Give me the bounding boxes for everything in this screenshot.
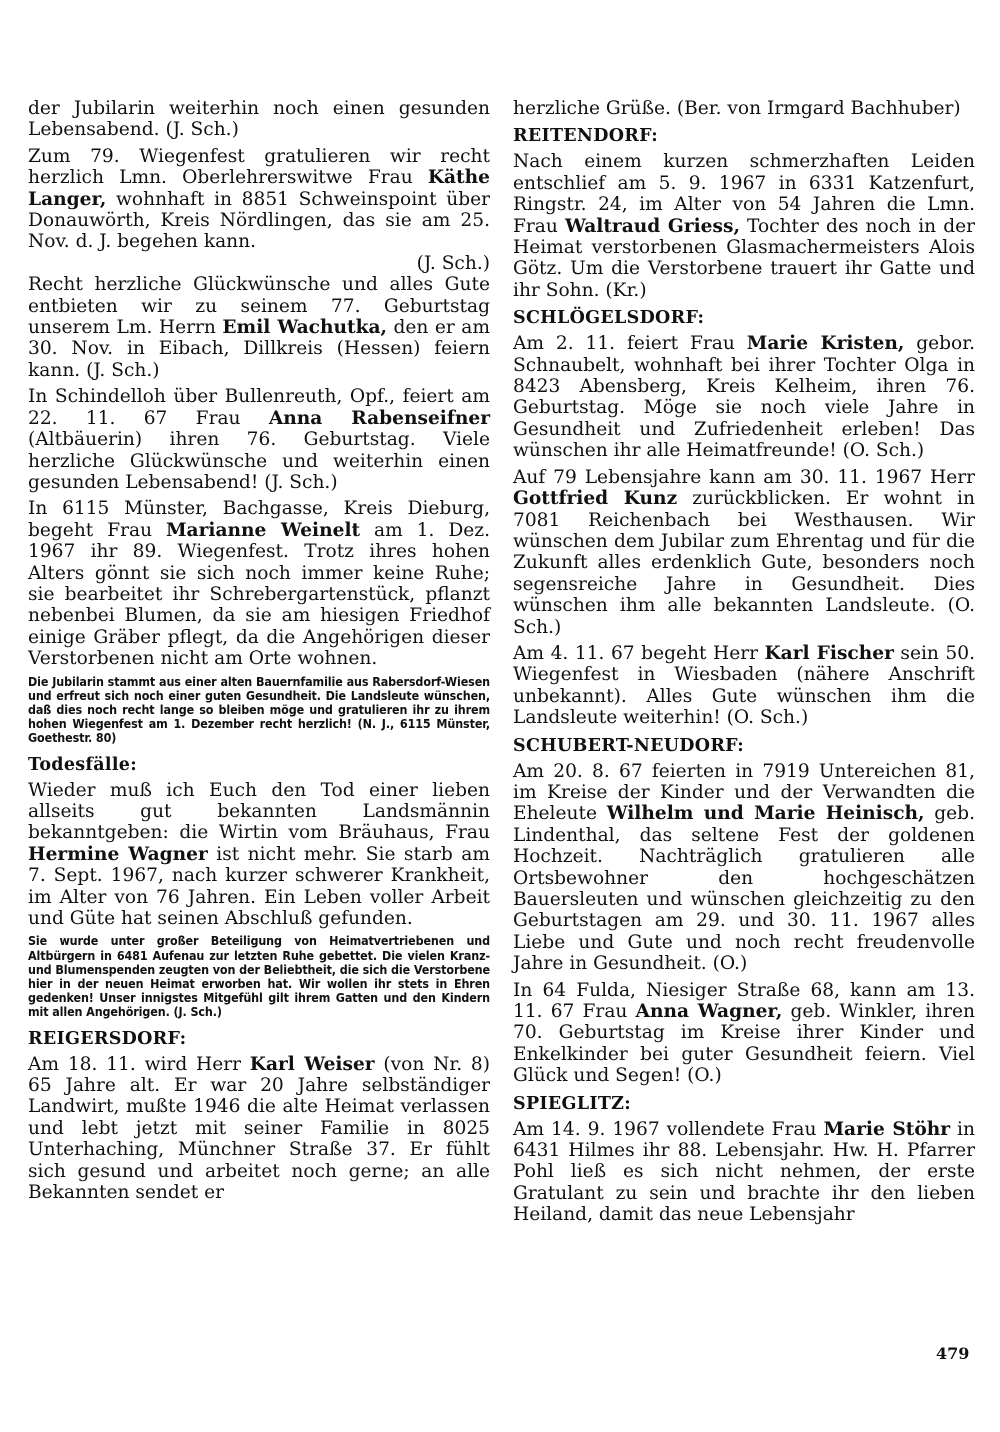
paragraph: der Jubilarin weiterhin noch einen gesunden Lebensabend. (J. Sch.) [28, 98, 490, 141]
paragraph: In 64 Fulda, Niesiger Straße 68, kann am 13. 11. 67 Frau Anna Wagner, geb. Winkler, ihren 70. Geburtstag im Kreise ihrer Kinder und Enkelkinder bei guter Gesundheit feiern. Viel Glück und Segen! (O.) [513, 979, 976, 1087]
person-name: Anna Rabenseifner [268, 407, 490, 429]
person-name: Marie Kristen, [746, 333, 905, 355]
person-name: Emil Wachutka, [222, 317, 388, 339]
person-name: Marie Stöhr [823, 1118, 951, 1140]
left-column [28, 98, 490, 1208]
section-heading-spieglitz: SPIEGLITZ: [513, 1093, 632, 1114]
paragraph: Auf 79 Lebensjahre kann am 30. 11. 1967 Herr Gottfried Kunz zurückblicken. Er wohnt in 7081 Reichenbach bei Westhausen. Wir wünschen dem Jubilar zum Ehrentag und für die Zukunft alles erdenklich Gute, besonders noch segensreiche Jahre in Gesundheit. Dies wünschen ihm alle bekannten Landsleute. (O. Sch.) [513, 466, 975, 638]
paragraph: herzliche Grüße. (Ber. von Irmgard Bachhuber) [513, 98, 961, 119]
small-print-paragraph: Die Jubilarin stammt aus einer alten Bauernfamilie aus Rabersdorf-Wiesen und erfreut sich noch einer guten Gesundheit. Die Landsleute wünschen, daß dies noch recht lange so bleiben möge und gratulieren ihr zu ihrem hohen Wiegenfest am 1. Dezember recht herzlich! (N. J., 6115 Münster, Goethestr. 80) [28, 673, 490, 746]
paragraph: In 6115 Münster, Bachgasse, Kreis Dieburg, begeht Frau Marianne Weinelt am 1. Dez. 1967 ihr 89. Wiegenfest. Trotz ihres hohen Alters gönnt sie sich noch immer keine Ruhe; sie bearbeitet ihr Schrebergartenstück, pflanzt nebenbei Blumen, da sie am hiesigen Friedhof einige Gräber pflegt, da die Angehörigen dieser Verstorbenen nicht am Orte wohnen. [28, 498, 490, 670]
person-name: Anna Wagner, [635, 1001, 783, 1023]
person-name: Wilhelm und Marie Heinisch, [606, 803, 925, 825]
right-column [513, 98, 975, 1231]
paragraph: Am 20. 8. 67 feierten in 7919 Untereichen 81, im Kreise der Kinder und der Verwandten die Eheleute Wilhelm und Marie Heinisch, geb. Lindenthal, das seltene Fest der goldenen Hochzeit. Nachträglich gratulieren alle Ortsbewohner den hochgeschätzen Bauersleuten und wünschen gleichzeitig zu den Geburtstagen am 29. und 30. 11. 1967 alles Liebe und Gute und noch recht freudenvolle Jahre in Gesundheit. (O.) [513, 760, 975, 975]
paragraph: Am 2. 11. feiert Frau Marie Kristen, gebor. Schnaubelt, wohnhaft bei ihrer Tochter Olga in 8423 Abensberg, Kreis Kelheim, ihren 76. Geburtstag. Möge sie noch viele Jahre in Gesundheit und Zufriedenheit erleben! Das wünschen ihr alle Heimatfreunde! (O. Sch.) [513, 333, 976, 462]
page-number: 479 [936, 1344, 970, 1363]
person-name: Karl Fischer [764, 642, 894, 664]
paragraph: Recht herzliche Glückwünsche und alles Gute entbieten wir zu seinem 77. Geburtstag unserem Lm. Herrn Emil Wachutka, den er am 30. Nov. in Eibach, Dillkreis (Hessen) feiern kann. (J. Sch.) [28, 274, 490, 381]
paragraph: Wieder muß ich Euch den Tod einer lieben allseits gut bekannten Landsmännin bekanntgeben: die Wirtin vom Bräuhaus, Frau Hermine Wagner ist nicht mehr. Sie starb am 7. Sept. 1967, nach kurzer schwerer Krankheit, im Alter von 76 Jahren. Ein Leben voller Arbeit und Güte hat seinen Abschluß gefunden. [28, 779, 490, 930]
person-name: Hermine Wagner [28, 843, 208, 865]
paragraph: Zum 79. Wiegenfest gratulieren wir recht herzlich Lmn. Oberlehrerswitwe Frau Käthe Langer, wohnhaft in 8851 Schweinspoint über Donauwörth, Kreis Nördlingen, das sie am 25. Nov. d. J. begehen kann. [28, 145, 490, 253]
person-name: Käthe Langer, [28, 167, 490, 210]
person-name: Waltraud Griess, [564, 215, 740, 237]
signature: (J. Sch.) [416, 252, 490, 274]
section-heading-todesfaelle: Todesfälle: [28, 754, 137, 775]
small-print-paragraph: Sie wurde unter großer Beteiligung von Heimatvertriebenen und Altbürgern in 6481 Aufenau zur letzten Ruhe gebettet. Die vielen Kranz- und Blumenspenden zeugten von der Beliebtheit, die sich die Verstorbene hier in der neuen Heimat erworben hat. Wir wollen ihr stets in Ehren gedenken! Unser innigstes Mitgefühl gilt ihrem Gatten und den Kindern mit allen Angehörigen. (J. Sch.) [28, 933, 490, 1020]
section-heading-schubert-neudorf: SCHUBERT-NEUDORF: [513, 735, 745, 756]
section-heading-reitendorf: REITENDORF: [513, 126, 658, 147]
paragraph: Nach einem kurzen schmerzhaften Leiden entschlief am 5. 9. 1967 in 6331 Katzenfurt, Ringstr. 24, im Alter von 54 Jahren die Lmn. Frau Waltraud Griess, Tochter des noch in der Heimat verstorbenen Glasmachermeisters Alois Götz. Um die Verstorbene trauert ihr Gatte und ihr Sohn. (Kr.) [513, 151, 976, 301]
person-name: Marianne Weinelt [165, 519, 361, 541]
paragraph: Am 14. 9. 1967 vollendete Frau Marie Stöhr in 6431 Hilmes ihr 88. Lebensjahr. Hw. H. Pfarrer Pohl ließ es sich nicht nehmen, der erste Gratulant zu sein und brachte ihr den lieben Heiland, damit das neue Lebensjahr [513, 1118, 975, 1226]
paragraph: Am 4. 11. 67 begeht Herr Karl Fischer sein 50. Wiegenfest in Wiesbaden (nähere Anschrift unbekannt). Alles Gute wünschen ihm die Landsleute weiterhin! (O. Sch.) [513, 642, 976, 729]
person-name: Karl Weiser [249, 1053, 375, 1075]
person-name: Gottfried Kunz [513, 488, 678, 510]
paragraph: In Schindelloh über Bullenreuth, Opf., feiert am 22. 11. 67 Frau Anna Rabenseifner (Altbäuerin) ihren 76. Geburtstag. Viele herzliche Glückwünsche und weiterhin einen gesunden Lebensabend! (J. Sch.) [28, 386, 490, 493]
section-heading-schloegelsdorf: SCHLÖGELSDORF: [513, 308, 705, 329]
section-heading-reigersdorf: REIGERSDORF: [28, 1028, 187, 1049]
paragraph: Am 18. 11. wird Herr Karl Weiser (von Nr. 8) 65 Jahre alt. Er war 20 Jahre selbständiger Landwirt, mußte 1946 die alte Heimat verlassen und lebt jetzt mit seiner Familie in 8025 Unterhaching, Münchner Straße 37. Er fühlt sich gesund und arbeitet noch gerne; an alle Bekannten sendet er [28, 1053, 490, 1204]
